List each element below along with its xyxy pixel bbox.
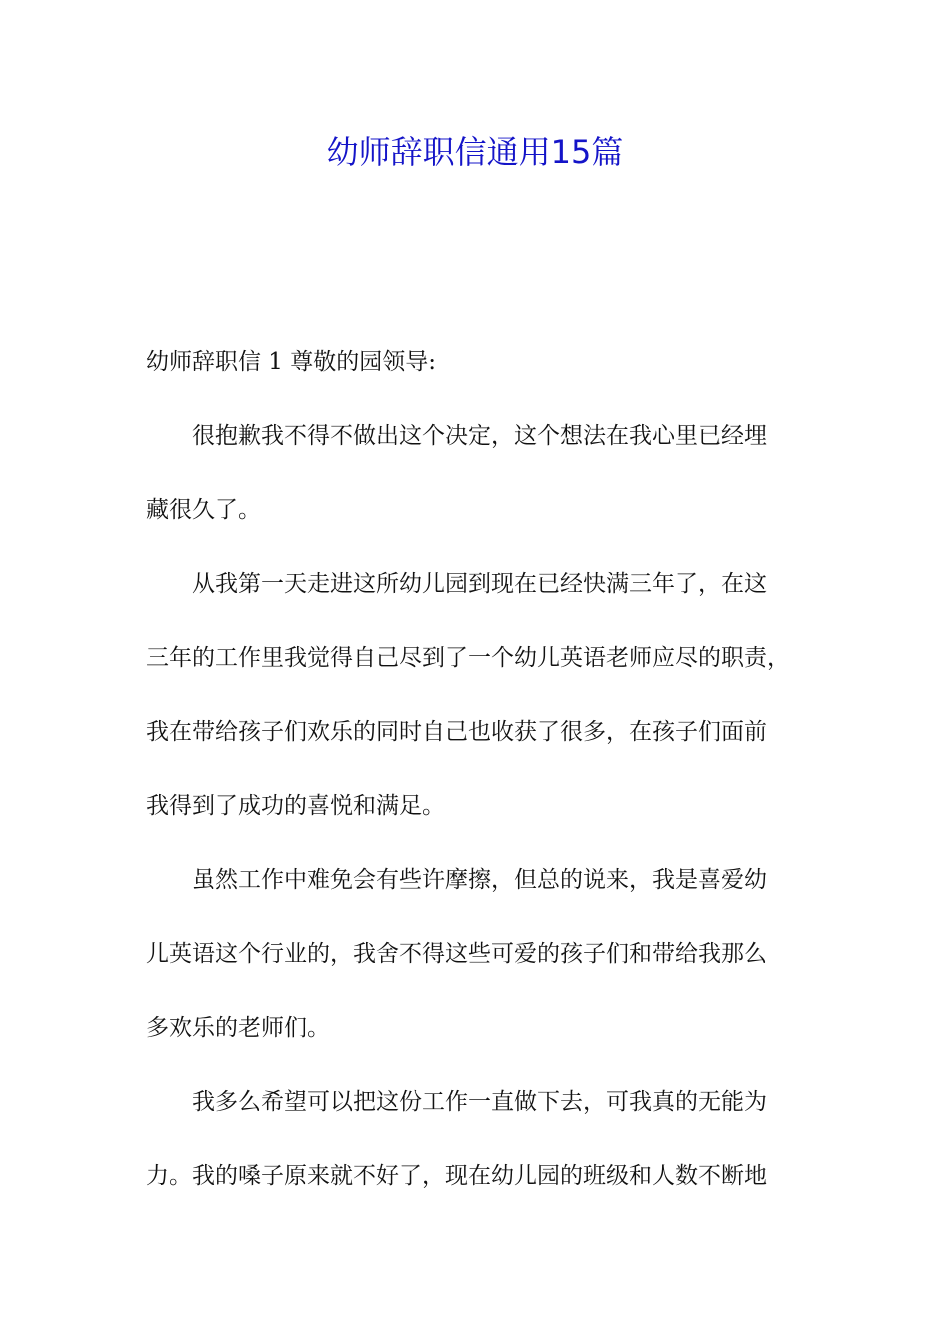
text-line-3: 藏很久了。 [146,497,261,523]
text-line-2: 很抱歉我不得不做出这个决定，这个想法在我心里已经埋 [146,423,767,449]
document-title: 幼师辞职信通用15篇 [326,133,624,171]
text-line-4: 从我第一天走进这所幼儿园到现在已经快满三年了，在这 [146,571,767,597]
text-line-10: 多欢乐的老师们。 [146,1015,330,1041]
text-line-1: 幼师辞职信 1 尊敬的园领导: [146,349,437,375]
text-line-7: 我得到了成功的喜悦和满足。 [146,793,445,819]
text-line-12: 力。我的嗓子原来就不好了，现在幼儿园的班级和人数不断地 [146,1163,767,1189]
text-line-8: 虽然工作中难免会有些许摩擦，但总的说来，我是喜爱幼 [146,867,767,893]
text-line-6: 我在带给孩子们欢乐的同时自己也收获了很多，在孩子们面前 [146,719,767,745]
text-line-5: 三年的工作里我觉得自己尽到了一个幼儿英语老师应尽的职责， [146,645,790,671]
text-line-11: 我多么希望可以把这份工作一直做下去，可我真的无能为 [146,1089,767,1115]
text-line-9: 儿英语这个行业的，我舍不得这些可爱的孩子们和带给我那么 [146,941,767,967]
